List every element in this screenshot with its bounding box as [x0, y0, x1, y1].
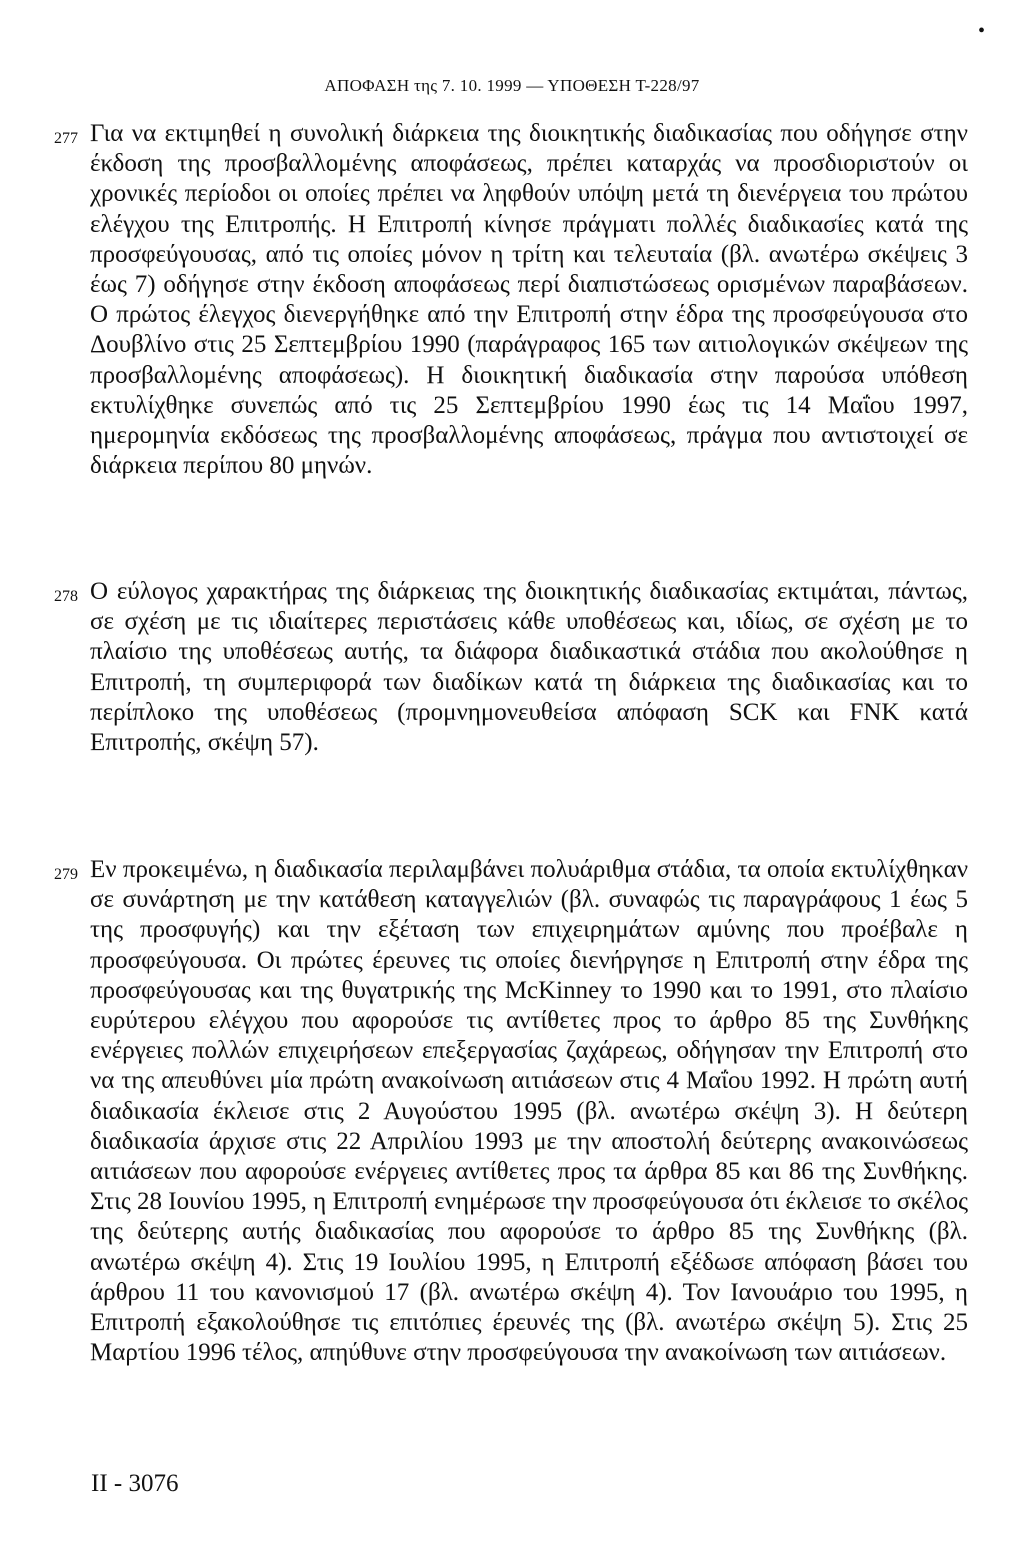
paragraph-number-277: 277	[54, 130, 78, 147]
page-number: II - 3076	[91, 1470, 179, 1497]
paragraph-279-text: Εν προκειμένω, η διαδικασία περιλαμβάνει πολυάριθμα στάδια, τα οποία εκτυλίχθηκαν σε συνάρτηση με την κατάθεση καταγγελιών (βλ. συναφώς τις παραγράφους 1 έως 5 της προσφυγής) και την εξέταση των επιχειρημάτων αμύνης που προέβαλε η προσφεύγουσα. Οι πρώτες έρευνες τις οποίες διενήργησε η Επιτροπή στην έδρα της προσφεύγουσας και της θυγατρικής της McKinney το 1990 και το 1991, στο πλαίσιο ευρύτερου ελέγχου που αφορούσε τις αντίθετες προς το άρθρο 85 της Συνθήκης ενέργειες πολλών επιχειρήσεων επεξεργασίας ζαχάρεως, οδήγησαν την Επιτροπή στο να της απευθύνει μία πρώτη ανακοίνωση αιτιάσεων στις 4 Μαΐου 1992. Η πρώτη αυτή διαδικασία έκλεισε στις 2 Αυγούστου 1995 (βλ. ανωτέρω σκέψη 3). Η δεύτερη διαδικασία άρχισε στις 22 Απριλίου 1993 με την αποστολή δεύτερης ανακοινώσεως αιτιάσεων που αφορούσε ενέργειες αντίθετες προς τα άρθρα 85 και 86 της Συνθήκης. Στις 28 Ιουνίου 1995, η Επιτροπή ενημέρωσε την προσφεύγουσα ότι έκλεισε το σκέλος της δεύτερης αυτής διαδικασίας που αφορούσε το άρθρο 85 της Συνθήκης (βλ. ανωτέρω σκέψη 4). Στις 19 Ιουλίου 1995, η Επιτροπή εξέδωσε απόφαση βάσει του άρθρου 11 του κανονισμού 17 (βλ. ανωτέρω σκέψη 4). Τον Ιανουάριο του 1995, η Επιτροπή εξακολούθησε τις επιτόπιες έρευνές της (βλ. ανωτέρω σκέψη 5). Στις 25 Μαρτίου 1996 τέλος, απηύθυνε στην προσφεύγουσα την ανακοίνωση των αιτιάσεων.	[90, 856, 968, 1367]
paragraph-278-text: Ο εύλογος χαρακτήρας της διάρκειας της διοικητικής διαδικασίας εκτιμάται, πάντως, σε σχέση με τις ιδιαίτερες περιστάσεις κάθε υποθέσεως και, ιδίως, σε σχέση με το πλαίσιο της υποθέσεως αυτής, τα διάφορα διαδικαστικά στάδια που ακολούθησε η Επιτροπή, τη συμπεριφορά των διαδίκων κατά τη διάρκεια της διαδικασίας και το περίπλοκο της υποθέσεως (προμνημονευθείσα απόφαση SCK και FNK κατά Επιτροπής, σκέψη 57).	[90, 578, 968, 757]
running-header: ΑΠΟΦΑΣΗ της 7. 10. 1999 — ΥΠΟΘΕΣΗ Τ-228/97	[324, 76, 700, 95]
paragraph-number-279: 279	[54, 866, 78, 883]
paragraph-277-text: Για να εκτιμηθεί η συνολική διάρκεια της διοικητικής διαδικασίας που οδήγησε στην έκδοση της προσβαλλομένης αποφάσεως, πρέπει καταρχάς να προσδιοριστούν οι χρονικές περίοδοι οι οποίες πρέπει να ληφθούν υπόψη μετά τη διενέργεια του πρώτου ελέγχου της Επιτροπής. Η Επιτροπή κίνησε πράγματι πολλές διαδικασίες κατά της προσφεύγουσας, από τις οποίες μόνον η τρίτη και τελευταία (βλ. ανωτέρω σκέψεις 3 έως 7) οδήγησε στην έκδοση αποφάσεως περί διαπιστώσεως ορισμένων παραβάσεων. Ο πρώτος έλεγχος διενεργήθηκε από την Επιτροπή στην έδρα της προσφεύγουσα στο Δουβλίνο στις 25 Σεπτεμβρίου 1990 (παράγραφος 165 των αιτιολογικών σκέψεων της προσβαλλομένης αποφάσεως). Η διοικητική διαδικασία στην παρούσα υπόθεση εκτυλίχθηκε συνεπώς από τις 25 Σεπτεμβρίου 1990 έως τις 14 Μαΐου 1997, ημερομηνία εκδόσεως της προσβαλλομένης αποφάσεως, πράγμα που αντιστοιχεί σε διάρκεια περίπου 80 μηνών.	[90, 120, 968, 480]
paragraph-number-278: 278	[54, 588, 78, 605]
corner-dot-mark: •	[978, 20, 986, 42]
